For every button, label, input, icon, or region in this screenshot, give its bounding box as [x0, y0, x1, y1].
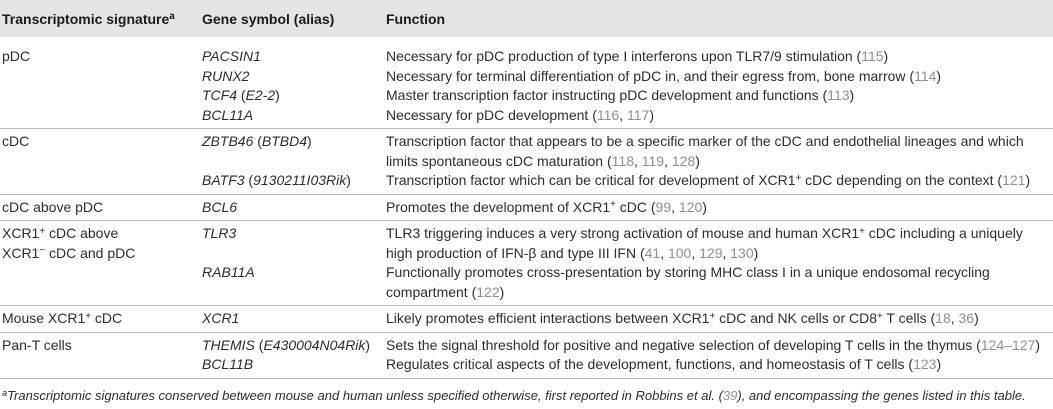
- reference-link[interactable]: 122: [476, 283, 500, 300]
- text-segment: ,: [660, 244, 668, 261]
- gene-name: BCL11A: [202, 106, 254, 123]
- text-segment: ): [936, 67, 942, 84]
- signature-group: [0, 129, 1053, 195]
- text-segment: ,: [722, 244, 731, 261]
- table-row: [202, 132, 1053, 171]
- text-line: [2, 336, 202, 356]
- text-segment: XCR1: [2, 244, 40, 261]
- superscript: +: [877, 310, 883, 322]
- text-line: [202, 336, 386, 356]
- text-line: [386, 244, 1053, 264]
- gene-name: BCL11B: [202, 356, 254, 372]
- text-segment: cDC and NK cells or CD8: [715, 310, 878, 326]
- text-line: [202, 106, 386, 126]
- text-line: [386, 132, 1053, 152]
- text-segment: Transcriptomic signatures conserved between mouse and human unless specified otherwise, first reported in Robbins et al. (: [7, 388, 723, 403]
- function-cell: [386, 86, 1053, 106]
- group-rows: [202, 132, 1053, 191]
- reference-link[interactable]: 124–127: [980, 336, 1036, 353]
- text-segment: cDC: [91, 310, 123, 326]
- gene-name: E2-2: [245, 87, 276, 103]
- table-row: [202, 263, 1053, 302]
- text-segment: Mouse XCR1: [2, 310, 86, 326]
- text-segment: cDC (: [615, 198, 656, 215]
- text-segment: ): [499, 283, 505, 300]
- table-row: [202, 106, 1053, 126]
- function-cell: [386, 224, 1053, 263]
- gene-name: ZBTB46: [202, 133, 254, 149]
- reference-link[interactable]: 120: [678, 198, 703, 215]
- text-segment: T cells (: [882, 310, 936, 326]
- gene-name: XCR1: [202, 310, 240, 326]
- text-line: [2, 244, 202, 264]
- gene-symbol-cell: [202, 198, 386, 218]
- table-row: [202, 336, 1053, 356]
- signature-cell: [2, 132, 202, 191]
- text-segment: ): [1035, 336, 1041, 353]
- text-segment: ): [649, 106, 654, 123]
- table-row: [202, 171, 1053, 191]
- text-segment: Pan-T cells: [2, 336, 72, 353]
- function-cell: [386, 171, 1053, 191]
- text-line: [386, 47, 1053, 67]
- text-line: [202, 224, 386, 244]
- gene-name: PACSIN1: [202, 48, 261, 64]
- gene-name: BCL6: [202, 198, 238, 215]
- reference-link[interactable]: 36: [958, 310, 975, 326]
- gene-symbol-cell: [202, 171, 386, 191]
- gene-symbol-cell: [202, 263, 386, 302]
- header-footnote-mark: a: [169, 11, 175, 23]
- text-segment: Transcription factor which can be critical for development of XCR1: [386, 172, 796, 188]
- gene-name: TLR3: [202, 225, 237, 241]
- text-segment: Necessary for pDC production of type I interferons upon TLR7/9 stimulation (: [386, 48, 862, 64]
- gene-name: THEMIS: [202, 336, 255, 353]
- group-rows: [202, 224, 1053, 302]
- text-segment: cDC: [2, 133, 30, 149]
- table-row: [202, 47, 1053, 67]
- text-segment: TLR3 triggering induces a very strong activation of mouse and human XCR1: [386, 225, 860, 241]
- reference-link[interactable]: 121: [1002, 172, 1026, 188]
- gene-symbol-cell: [202, 224, 386, 263]
- gene-symbol-cell: [202, 309, 386, 329]
- text-segment: (: [237, 87, 246, 103]
- text-segment: pDC: [2, 48, 31, 64]
- text-line: [202, 171, 386, 191]
- text-segment: ): [936, 356, 942, 372]
- gene-symbol-cell: [202, 86, 386, 106]
- text-line: [202, 198, 386, 218]
- text-line: [386, 224, 1053, 244]
- function-cell: [386, 198, 1053, 218]
- text-segment: ): [849, 87, 855, 103]
- header-gene-symbol: Gene symbol (alias): [202, 10, 335, 27]
- text-line: [202, 67, 386, 87]
- function-cell: [386, 309, 1053, 329]
- signature-group: [0, 333, 1053, 379]
- reference-link[interactable]: 116: [596, 106, 620, 123]
- text-line: [386, 263, 1053, 283]
- text-line: [2, 198, 202, 218]
- text-line: [202, 355, 386, 375]
- function-cell: [386, 106, 1053, 126]
- function-cell: [386, 47, 1053, 67]
- header-function: Function: [386, 10, 446, 27]
- text-line: [386, 336, 1053, 356]
- text-line: [202, 309, 386, 329]
- signature-group: [0, 306, 1053, 333]
- gene-name: RAB11A: [202, 264, 255, 280]
- text-segment: Regulates critical aspects of the development, functions, and homeostasis of T cells (: [386, 356, 914, 372]
- text-segment: cDC including a uniquely: [864, 225, 1023, 241]
- signature-cell: [2, 336, 202, 375]
- text-segment: Promotes the development of XCR1: [386, 198, 611, 215]
- superscript: −: [39, 245, 46, 257]
- text-segment: ): [1025, 172, 1031, 188]
- text-line: [202, 86, 386, 106]
- signature-group: [0, 37, 1053, 129]
- text-segment: high production of IFN-β and type III IFN (: [386, 244, 645, 261]
- text-line: [2, 309, 202, 329]
- gene-name: TCF4: [202, 87, 237, 103]
- text-segment: ): [974, 310, 979, 326]
- text-line: [386, 355, 1053, 375]
- footnote-mark: a: [2, 387, 8, 398]
- reference-link[interactable]: 113: [827, 87, 850, 103]
- text-segment: (: [244, 172, 254, 188]
- text-segment: ): [346, 172, 351, 188]
- reference-link[interactable]: 115: [861, 48, 884, 64]
- gene-name: BATF3: [202, 172, 245, 188]
- table-row: [202, 198, 1053, 218]
- signature-cell: [2, 47, 202, 125]
- gene-symbol-cell: [202, 336, 386, 356]
- reference-link[interactable]: 39: [722, 388, 738, 403]
- text-segment: ): [365, 336, 371, 353]
- text-segment: ,: [633, 152, 642, 169]
- reference-link[interactable]: 117: [626, 106, 650, 123]
- footnote-text: [7, 388, 1026, 403]
- reference-link[interactable]: 100: [667, 244, 692, 261]
- text-segment: ): [307, 133, 312, 149]
- gene-name: E430004N04Rik: [263, 336, 366, 353]
- text-segment: (: [253, 133, 262, 149]
- table-body: [0, 37, 1053, 379]
- text-segment: ,: [664, 152, 672, 169]
- text-line: [202, 132, 386, 152]
- text-segment: cDC and pDC: [45, 244, 136, 261]
- gene-symbol-cell: [202, 132, 386, 171]
- signature-cell: [2, 198, 202, 218]
- text-segment: ,: [619, 106, 627, 123]
- function-cell: [386, 336, 1053, 356]
- superscript: +: [610, 199, 616, 211]
- signature-cell: [2, 224, 202, 302]
- text-line: [202, 47, 386, 67]
- text-segment: ), and encompassing the genes listed in this table.: [737, 388, 1026, 403]
- function-cell: [386, 355, 1053, 375]
- text-segment: Likely promotes efficient interactions between XCR1: [386, 310, 710, 326]
- text-line: [2, 132, 202, 152]
- group-rows: [202, 47, 1053, 125]
- gene-symbol-cell: [202, 47, 386, 67]
- table-row: [202, 86, 1053, 106]
- signature-cell: [2, 309, 202, 329]
- superscript: +: [795, 172, 802, 184]
- group-rows: [202, 336, 1053, 375]
- function-cell: [386, 67, 1053, 87]
- reference-link[interactable]: 128: [671, 152, 696, 169]
- reference-link[interactable]: 123: [913, 356, 937, 372]
- text-segment: compartment (: [386, 283, 477, 300]
- text-segment: ,: [671, 198, 679, 215]
- reference-link[interactable]: 119: [641, 152, 665, 169]
- reference-link[interactable]: 41: [644, 244, 661, 261]
- table-row: [202, 355, 1053, 375]
- text-segment: Necessary for pDC development (: [386, 106, 597, 123]
- reference-link[interactable]: 129: [699, 244, 723, 261]
- gene-symbol-cell: [202, 67, 386, 87]
- text-line: [202, 263, 386, 283]
- text-segment: ): [275, 87, 280, 103]
- gene-symbol-cell: [202, 106, 386, 126]
- text-segment: ): [702, 198, 707, 215]
- text-segment: cDC depending on the context (: [801, 172, 1003, 188]
- text-segment: XCR1: [2, 225, 40, 241]
- group-rows: [202, 198, 1053, 218]
- text-line: [2, 47, 202, 67]
- table-footnote: [2, 387, 1026, 406]
- text-segment: ): [753, 244, 759, 261]
- text-line: [386, 106, 1053, 126]
- text-segment: cDC above pDC: [2, 198, 104, 215]
- text-line: [386, 67, 1053, 87]
- gene-name: RUNX2: [202, 67, 250, 84]
- superscript: +: [859, 225, 865, 237]
- signature-group: [0, 221, 1053, 306]
- group-rows: [202, 309, 1053, 329]
- superscript: +: [709, 310, 716, 322]
- function-cell: [386, 132, 1053, 171]
- superscript: +: [39, 225, 46, 237]
- table-row: [202, 309, 1053, 329]
- gene-symbol-cell: [202, 355, 386, 375]
- header-signature-label: Transcriptomic signature: [2, 10, 170, 27]
- table-header-row: [0, 0, 1053, 37]
- text-line: [386, 152, 1053, 172]
- text-segment: (: [254, 336, 264, 353]
- text-segment: Transcription factor that appears to be a specific marker of the cDC and endothelial lineages and which: [386, 133, 1024, 149]
- text-segment: limits spontaneous cDC maturation (: [386, 152, 612, 169]
- gene-name: BTBD4: [261, 133, 308, 149]
- text-segment: Master transcription factor instructing pDC development and functions (: [386, 87, 828, 103]
- table-row: [202, 224, 1053, 263]
- text-segment: ,: [950, 310, 959, 326]
- function-cell: [386, 263, 1053, 302]
- text-line: [386, 283, 1053, 303]
- reference-link[interactable]: 118: [611, 152, 634, 169]
- text-line: [386, 171, 1053, 191]
- superscript: +: [85, 310, 91, 322]
- text-line: [386, 198, 1053, 218]
- text-segment: Functionally promotes cross-presentation by storing MHC class I in a unique endosomal recycling: [386, 264, 990, 280]
- text-segment: ): [695, 152, 700, 169]
- gene-name: 9130211I03Rik: [253, 172, 347, 188]
- text-segment: Necessary for terminal differentiation of pDC in, and their egress from, bone marrow (: [386, 67, 915, 84]
- reference-link[interactable]: 18: [935, 310, 951, 326]
- text-line: [386, 86, 1053, 106]
- reference-link[interactable]: 99: [655, 198, 672, 215]
- table-row: [202, 67, 1053, 87]
- text-line: [386, 309, 1053, 329]
- reference-link[interactable]: 114: [914, 67, 937, 84]
- signature-group: [0, 195, 1053, 222]
- text-segment: ,: [691, 244, 700, 261]
- text-segment: cDC above: [45, 225, 119, 241]
- text-line: [2, 224, 202, 244]
- text-segment: Sets the signal threshold for positive and negative selection of developing T cells in the thymus (: [386, 336, 981, 353]
- header-signature: [2, 11, 202, 27]
- text-segment: ): [883, 48, 889, 64]
- reference-link[interactable]: 130: [730, 244, 754, 261]
